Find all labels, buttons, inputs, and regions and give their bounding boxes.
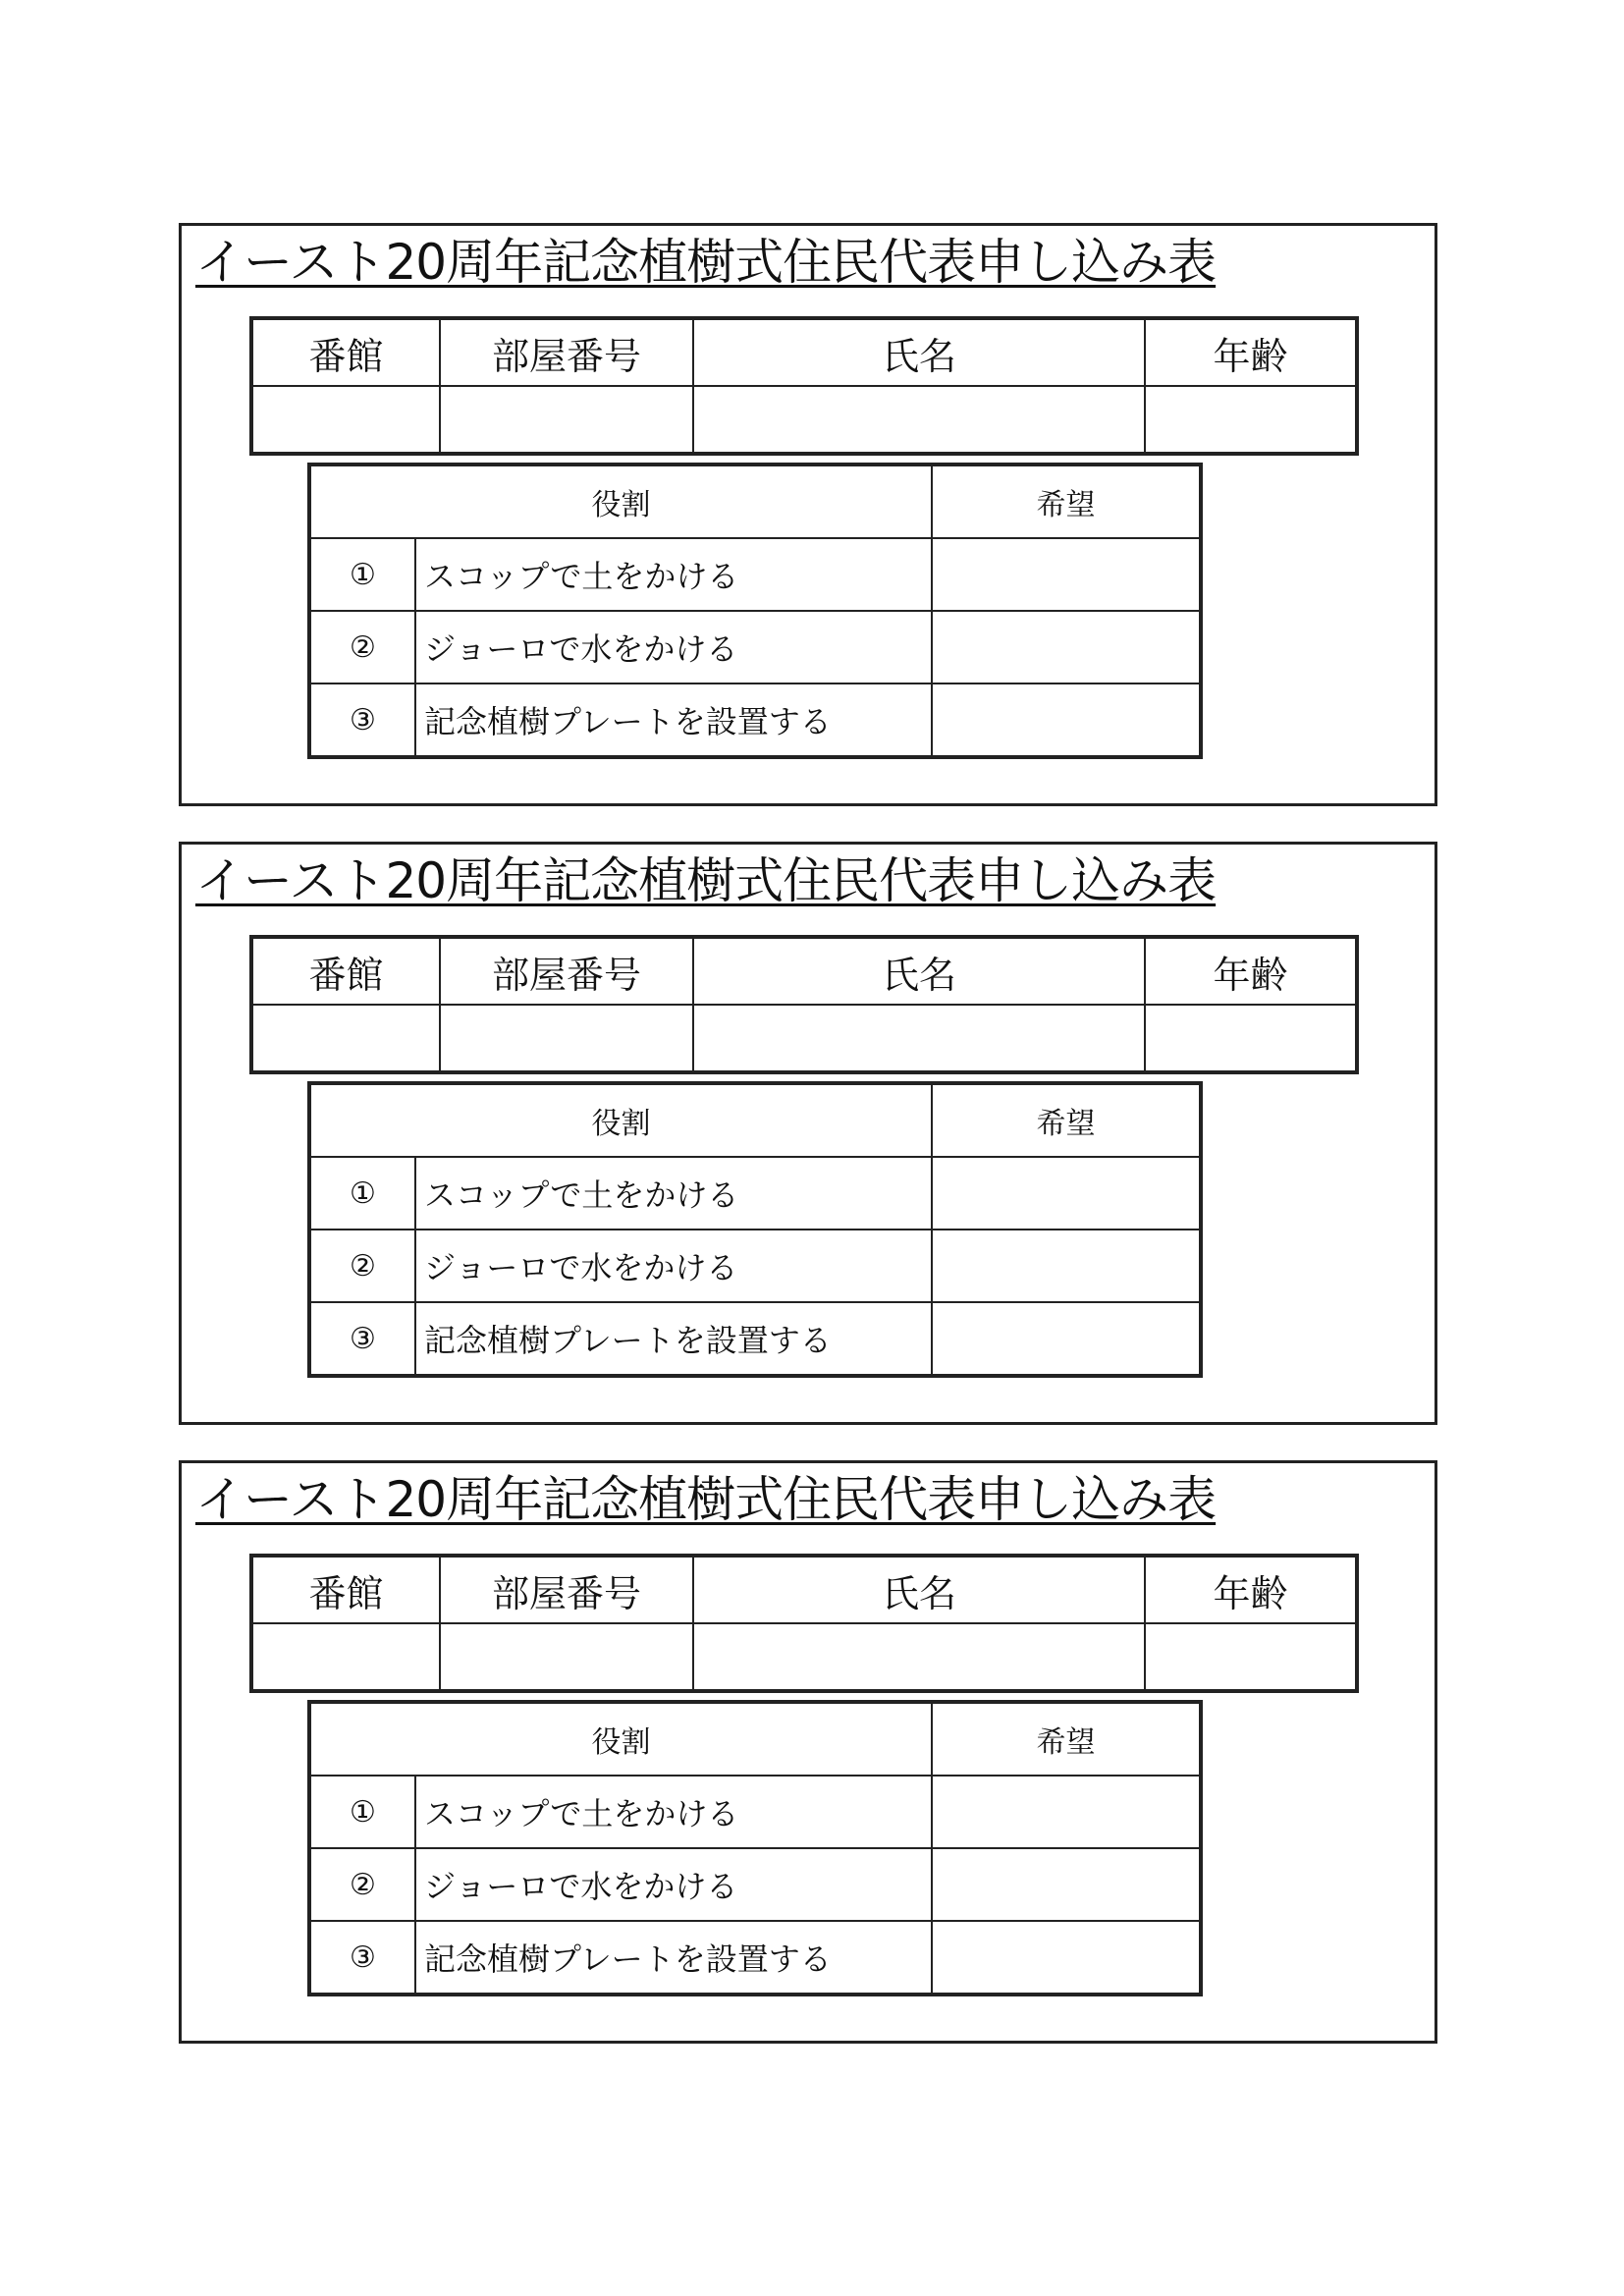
role-row [309, 1157, 1201, 1230]
wish-field[interactable] [932, 1848, 1201, 1921]
building-field[interactable] [251, 386, 440, 454]
header-building: 番館 [251, 1556, 440, 1623]
role-number: ③ [309, 1302, 415, 1376]
header-wish: 希望 [932, 1702, 1201, 1776]
header-wish: 希望 [932, 465, 1201, 538]
header-age: 年齢 [1145, 318, 1357, 386]
wish-field[interactable] [932, 1302, 1201, 1376]
form-title: イースト20周年記念植樹式住民代表申し込み表 [195, 234, 1217, 291]
name-field[interactable] [693, 386, 1145, 454]
role-task: 記念植樹プレートを設置する [415, 683, 932, 757]
age-field[interactable] [1145, 1005, 1357, 1072]
role-task: スコップで土をかける [415, 1157, 932, 1230]
role-row [309, 1776, 1201, 1848]
resident-info-table [249, 316, 1359, 456]
wish-field[interactable] [932, 611, 1201, 683]
building-field[interactable] [251, 1623, 440, 1691]
role-task: 記念植樹プレートを設置する [415, 1302, 932, 1376]
resident-info-table [249, 935, 1359, 1074]
age-field[interactable] [1145, 386, 1357, 454]
role-task: ジョーロで水をかける [415, 1230, 932, 1302]
role-row [309, 538, 1201, 611]
header-role: 役割 [309, 1083, 932, 1157]
header-role: 役割 [309, 1702, 932, 1776]
header-age: 年齢 [1145, 1556, 1357, 1623]
header-room-number: 部屋番号 [440, 1556, 693, 1623]
role-row [309, 683, 1201, 757]
role-task: スコップで土をかける [415, 1776, 932, 1848]
role-number: ② [309, 611, 415, 683]
form-title: イースト20周年記念植樹式住民代表申し込み表 [195, 1471, 1217, 1528]
name-field[interactable] [693, 1005, 1145, 1072]
application-form-2 [179, 842, 1437, 1425]
role-task: スコップで土をかける [415, 538, 932, 611]
wish-field[interactable] [932, 538, 1201, 611]
role-row [309, 1230, 1201, 1302]
form-title: イースト20周年記念植樹式住民代表申し込み表 [195, 852, 1217, 909]
role-number: ③ [309, 1921, 415, 1995]
header-name: 氏名 [693, 937, 1145, 1005]
header-building: 番館 [251, 937, 440, 1005]
header-room-number: 部屋番号 [440, 318, 693, 386]
header-name: 氏名 [693, 1556, 1145, 1623]
header-role: 役割 [309, 465, 932, 538]
application-form-1 [179, 223, 1437, 806]
role-number: ③ [309, 683, 415, 757]
header-wish: 希望 [932, 1083, 1201, 1157]
wish-field[interactable] [932, 1776, 1201, 1848]
wish-field[interactable] [932, 683, 1201, 757]
name-field[interactable] [693, 1623, 1145, 1691]
application-form-3 [179, 1460, 1437, 2044]
role-table [307, 1081, 1203, 1378]
role-row [309, 1848, 1201, 1921]
room-number-field[interactable] [440, 1005, 693, 1072]
role-table [307, 463, 1203, 759]
role-row [309, 611, 1201, 683]
header-building: 番館 [251, 318, 440, 386]
role-task: ジョーロで水をかける [415, 1848, 932, 1921]
role-row [309, 1921, 1201, 1995]
header-age: 年齢 [1145, 937, 1357, 1005]
role-row [309, 1302, 1201, 1376]
wish-field[interactable] [932, 1230, 1201, 1302]
resident-info-table [249, 1554, 1359, 1693]
role-number: ① [309, 1776, 415, 1848]
wish-field[interactable] [932, 1157, 1201, 1230]
building-field[interactable] [251, 1005, 440, 1072]
age-field[interactable] [1145, 1623, 1357, 1691]
header-room-number: 部屋番号 [440, 937, 693, 1005]
header-name: 氏名 [693, 318, 1145, 386]
role-number: ① [309, 1157, 415, 1230]
room-number-field[interactable] [440, 1623, 693, 1691]
role-number: ② [309, 1848, 415, 1921]
role-task: 記念植樹プレートを設置する [415, 1921, 932, 1995]
role-task: ジョーロで水をかける [415, 611, 932, 683]
wish-field[interactable] [932, 1921, 1201, 1995]
room-number-field[interactable] [440, 386, 693, 454]
role-table [307, 1700, 1203, 1996]
role-number: ① [309, 538, 415, 611]
role-number: ② [309, 1230, 415, 1302]
